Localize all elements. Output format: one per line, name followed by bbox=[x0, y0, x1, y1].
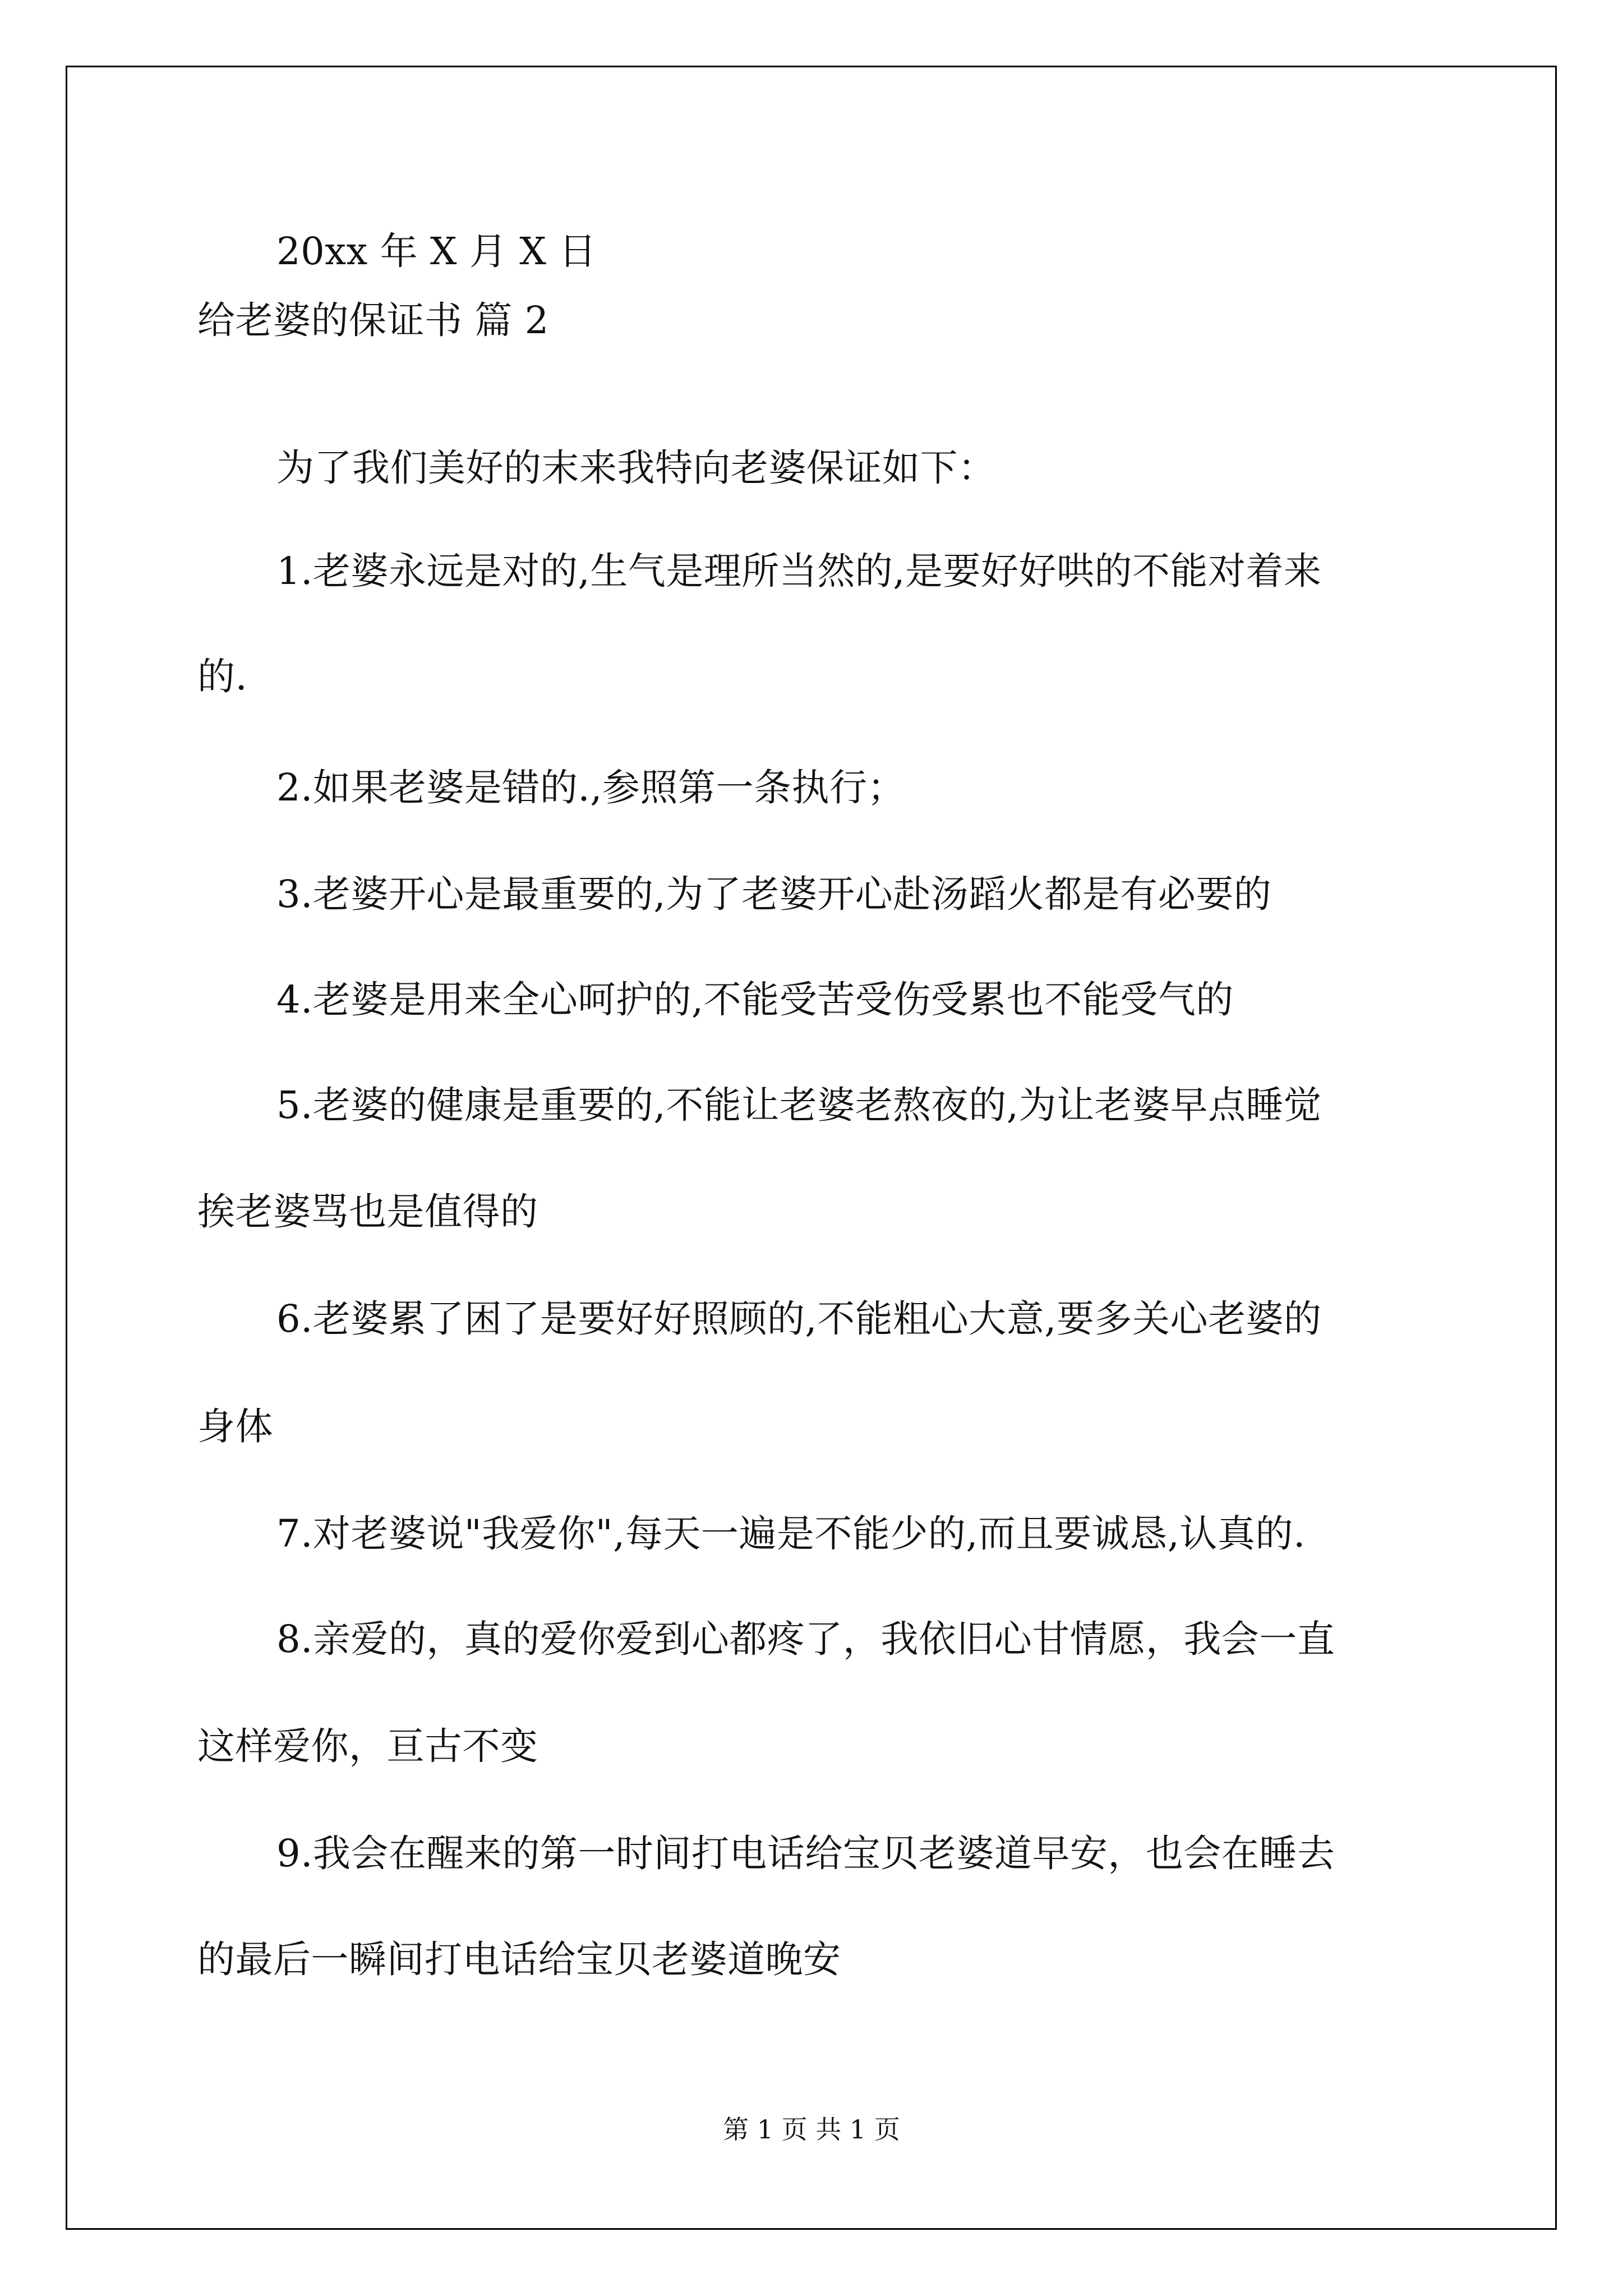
date-line: 20xx 年 X 月 X 日 bbox=[276, 229, 597, 273]
page-number-footer: 第 1 页 共 1 页 bbox=[723, 2114, 900, 2145]
item-3-line-1: 3.老婆开心是最重要的,为了老婆开心赴汤蹈火都是有必要的 bbox=[276, 872, 1272, 916]
item-7-line-1: 7.对老婆说"我爱你",每天一遍是不能少的,而且要诚恳,认真的. bbox=[276, 1512, 1306, 1556]
page-border bbox=[66, 66, 1557, 2230]
item-9-line-1: 9.我会在醒来的第一时间打电话给宝贝老婆道早安，也会在睡去 bbox=[276, 1832, 1335, 1875]
item-1-line-1: 1.老婆永远是对的,生气是理所当然的,是要好好哄的不能对着来 bbox=[276, 549, 1322, 593]
document-heading: 给老婆的保证书 篇 2 bbox=[197, 298, 549, 342]
item-4-line-1: 4.老婆是用来全心呵护的,不能受苦受伤受累也不能受气的 bbox=[276, 978, 1234, 1022]
intro-paragraph: 为了我们美好的末来我特向老婆保证如下： bbox=[276, 446, 996, 490]
item-1-line-2: 的. bbox=[197, 655, 248, 698]
item-2-line-1: 2.如果老婆是错的.,参照第一条执行； bbox=[276, 766, 906, 809]
item-6-line-1: 6.老婆累了困了是要好好照顾的,不能粗心大意,要多关心老婆的 bbox=[276, 1297, 1322, 1341]
item-5-line-2: 挨老婆骂也是值得的 bbox=[197, 1190, 538, 1234]
item-5-line-1: 5.老婆的健康是重要的,不能让老婆老熬夜的,为让老婆早点睡觉 bbox=[276, 1083, 1322, 1127]
item-6-line-2: 身体 bbox=[197, 1405, 273, 1448]
item-9-line-2: 的最后一瞬间打电话给宝贝老婆道晚安 bbox=[197, 1938, 841, 1981]
item-8-line-2: 这样爱你，亘古不变 bbox=[197, 1724, 538, 1768]
item-8-line-1: 8.亲爱的，真的爱你爱到心都疼了，我依旧心甘情愿，我会一直 bbox=[276, 1617, 1335, 1661]
